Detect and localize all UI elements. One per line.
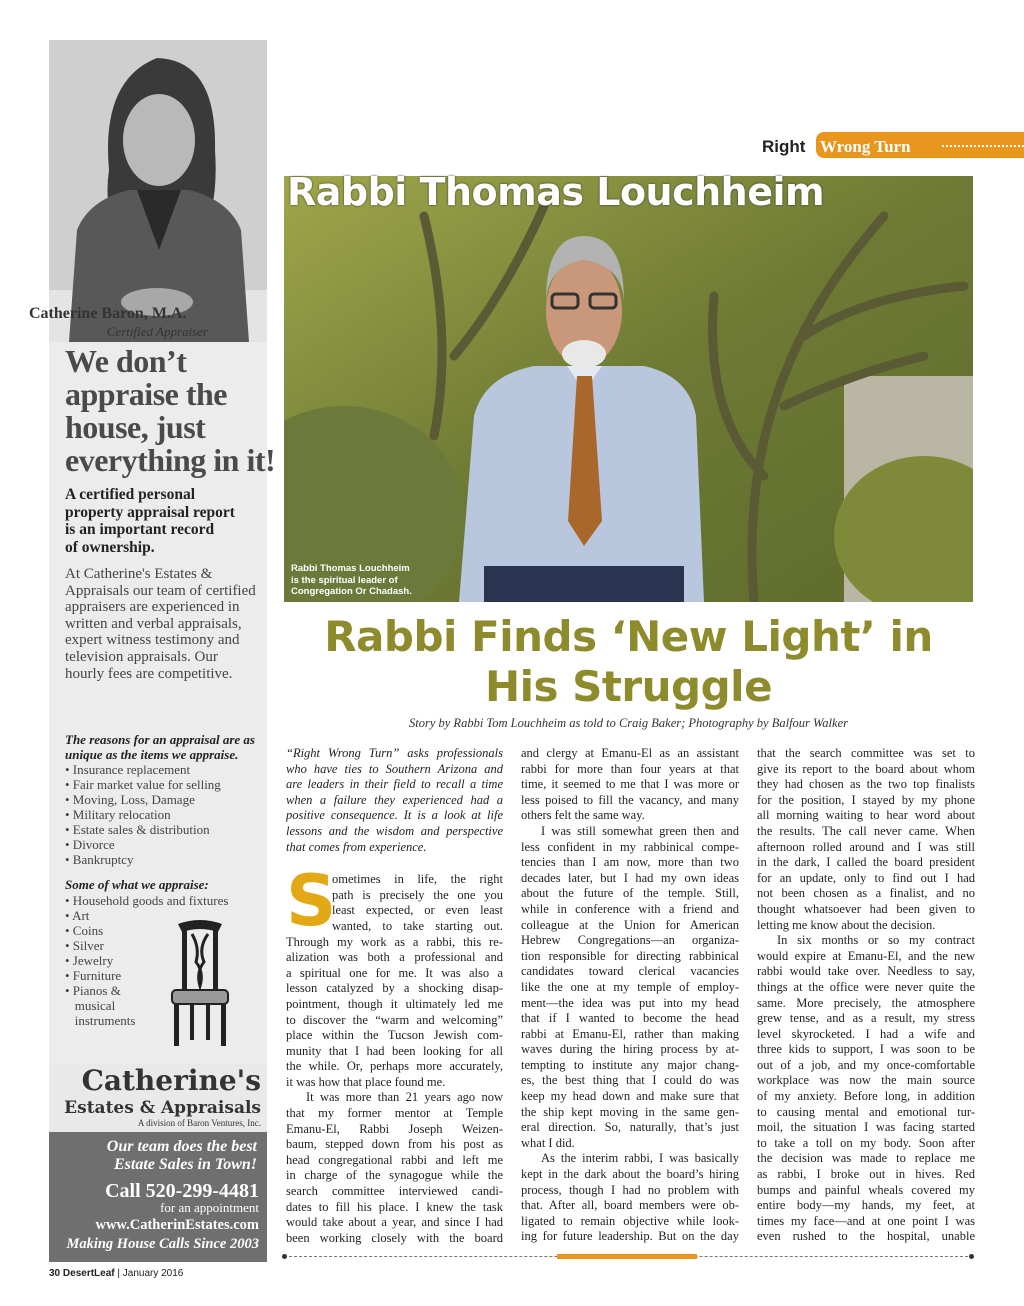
article-column-3 [757,746,975,1245]
text-line: give its report to the board about whom [757,761,975,776]
text-line: less confident in my rabbinical compe- [521,839,739,854]
ad-bold-text [65,486,265,556]
text-line: as rabbi, I broke out in hives. Red [757,1167,975,1182]
footer-rule-dot [282,1254,287,1259]
text-line: rabbi would take over. Needless to say, [757,964,975,979]
ad-para-line: expert witness testimony and [65,632,240,649]
appraiser-portrait [49,40,267,342]
text-line: that my former mentor at Temple [286,1106,503,1121]
ad-para-line: appraisers are experienced in [65,599,240,616]
photo-caption-line: is the spiritual leader of [291,574,398,586]
list-item: • Moving, Loss, Damage [65,792,195,807]
text-line: path is precisely the one you [332,887,503,902]
appraiser-name: Catherine Baron, M.A. [29,305,187,322]
list-item: • Furniture [65,968,122,983]
text-line: moil, the situation I was facing started [757,1120,975,1135]
text-line: that the search committee was set to [757,746,975,760]
text-line: ligated to remain objective while look- [521,1213,739,1228]
list-item: • Coins [65,923,104,938]
headline-line: His Struggle [484,662,773,711]
text-line: afternoon rolled around and I was still [757,839,975,854]
text-line: lesson catalyzed by a shocking disap- [286,981,503,996]
ad-paragraph [65,566,265,682]
reasons-list [65,762,221,867]
issue-date: | January 2016 [117,1268,184,1279]
reasons-heading-line: The reasons for an appraisal are as [65,732,255,747]
text-line: like the one at my temple of employ- [521,979,739,994]
ad-para-line: television appraisals. Our [65,648,218,665]
ad-team [53,1138,257,1174]
text-line: letting me know about the decision. [757,917,936,932]
ad-tagline: Making House Calls Since 2003 [66,1236,259,1252]
ad-para-line: hourly fees are competitive. [65,665,233,682]
text-line: tencies than I am now, more than two [521,855,739,870]
text-line: all morning waiting to hear word about [757,808,975,823]
text-line: It was more than 21 years ago now [306,1090,503,1105]
photo-caption-line: Congregation Or Chadash. [291,586,412,597]
ad-bold-line: of ownership. [65,538,155,556]
text-line: in charge of the synagogue while the [286,1168,503,1183]
text-line: same. More precisely, the atmosphere [757,995,975,1010]
section-label-right: Right [762,137,806,156]
section-tab-dots [942,145,1024,147]
ad-para-line: Appraisals our team of certified [65,582,256,599]
text-line: process, though I had no problem with [521,1182,739,1197]
text-line: a spiritual one for me. It was also a [286,965,503,980]
list-item: • Silver [65,938,104,953]
photo-caption [291,563,412,598]
ad-headline-line: everything in it! [65,442,276,478]
text-line: would expire at Emanu-El, and the new [757,948,975,963]
list-item: • Fair market value for selling [65,777,221,792]
text-line: colleague at the Union for American [521,917,739,932]
text-line: es, the best thing that I could do was [521,1073,739,1088]
text-line: workplace was now the main source [757,1073,975,1088]
text-line: to discover the “warm and welcoming” [286,1012,503,1027]
list-item: • Art [65,908,90,923]
text-line: lessons and the wisdom and perspective [286,823,503,838]
text-line: the results. The call never came. When [757,823,975,838]
text-line: kept in the dark about the board’s hiring [521,1167,739,1182]
text-line: times my face—and at one point I was [757,1213,975,1228]
text-line: less poised to fill the vacancy, and many [521,792,739,807]
text-line: that if I wanted to become the head [521,1011,739,1026]
text-line: thought whatsoever had been given to [757,901,975,916]
text-line: grew tense, and as a result, my stress [757,1011,975,1026]
text-line: In six months or so my contract [777,933,975,948]
text-line: and clergy at Emanu-El as an assistant [521,746,739,760]
article-column-2 [521,746,739,1245]
text-line: eral direction. So, naturally, that’s just [521,1120,739,1135]
text-line: who have ties to Southern Arizona and [286,761,503,776]
text-line: alization was both a professional and [286,950,503,965]
text-line: for an update, only to find out I had [757,870,975,885]
ad-para-line: At Catherine's Estates & [65,566,213,582]
text-line: Hebrew Congregations—an organiza- [521,933,739,948]
ad-appointment: for an appointment [160,1200,259,1215]
ad-brand: Catherine's [81,1064,261,1097]
reasons-heading-line: unique as the items we appraise. [65,747,239,762]
text-line: what I did. [521,1135,575,1150]
text-line: rabbi for more than four years at that [521,761,739,776]
text-line: decades later, but I had my own ideas [521,870,739,885]
list-item: • Estate sales & distribution [65,822,210,837]
article-column-1 [286,746,503,1246]
feature-photo [284,176,973,602]
list-item: • Household goods and fixtures [65,893,229,908]
magazine-name: DesertLeaf [62,1268,115,1279]
footer-rule-dot [969,1254,974,1259]
article-headline [284,612,973,712]
ad-headline-line: house, just [65,409,206,445]
text-line: to take a toll on my body. Soon after [757,1135,975,1150]
ad-phone: Call 520-299-4481 [105,1180,259,1202]
text-line: pointment, though it ultimately led me [286,996,503,1011]
text-line: not been chosen as a finalist, and no [757,886,975,901]
appraise-heading: Some of what we appraise: [65,877,209,892]
text-line: head congregational rabbi and left me [286,1152,503,1167]
text-line: wanted, to take starting out. [332,918,503,933]
reasons-heading [65,732,255,762]
text-line: waves during the hiring process by at- [521,1042,739,1057]
ad-website: www.CatherinEstates.com [95,1217,259,1233]
text-line: candidates toward clerical vacancies [521,964,739,979]
section-label-wrong-turn: Wrong Turn [820,137,911,156]
text-line: they had chosen as the two top finalists [757,777,975,792]
text-line: are leaders in their field to recall a time [286,777,503,792]
text-line: munity that I had been looking for all [286,1043,503,1058]
text-line: entire body—my hands, my feet, at [757,1198,975,1213]
text-line: that comes from experience. [286,839,427,854]
ad-bold-line: property appraisal report [65,503,235,521]
text-line: even rushed to the hospital, unable [757,1229,975,1244]
list-item: • Bankruptcy [65,852,134,867]
ad-team-line: Our team does the best [106,1138,257,1155]
drop-cap: S [286,860,337,942]
ad-division: A division of Baron Ventures, Inc. [137,1118,261,1128]
article-byline: Story by Rabbi Tom Louchheim as told to Craig Baker; Photography by Balfour Walker [409,716,848,730]
text-line: time, it seemed to me that I was more or [521,777,739,792]
text-line: I was still somewhat green then and [541,823,739,838]
text-line: while in conference with a friend and [521,901,739,916]
page-number: 30 [49,1268,61,1279]
ad-headline-line: We don’t [65,343,187,379]
ad-brand-sub: Estates & Appraisals [64,1098,261,1118]
text-line: in the dark, I called the board president [757,855,975,870]
list-item: • Pianos & [65,983,121,998]
text-line: least expected, or even least [332,903,503,918]
text-line: Through my work as a rabbi, this re- [286,934,503,949]
text-line: rabbi at Emanu-El, rather than making [521,1026,739,1041]
text-line: others felt the same way. [521,808,645,823]
list-item: • Divorce [65,837,115,852]
text-line: tion responsible for directing rabbinical [521,948,739,963]
page-folio [49,1268,183,1279]
text-line: Emanu-El, Rabbi Joseph Weizen- [286,1121,503,1136]
chair-illustration [168,918,232,1048]
photo-caption-line: Rabbi Thomas Louchheim [291,563,410,574]
list-item: • Jewelry [65,953,114,968]
text-line: been working closely with the board [286,1230,503,1245]
text-line: three kids to support, I was soon to be [757,1042,975,1057]
text-line: of my anxiety. Before long, in addition [757,1089,975,1104]
text-line: for the position, I stayed by my phone [757,792,975,807]
ad-bold-line: is an important record [65,521,215,538]
appraiser-title: Certified Appraiser [106,324,208,339]
text-line: that. After all, board members were ob- [521,1198,739,1213]
list-item: • Military relocation [65,807,171,822]
text-line: would take about a year, and since I had [286,1215,503,1230]
list-item: instruments [65,1013,136,1028]
text-line: positive consequence. It is a look at life [286,808,503,823]
text-line: keep my head down and make sure that [521,1089,739,1104]
text-line: As the interim rabbi, I was basically [541,1151,739,1166]
text-line: to causing mental and emotional tur- [757,1104,975,1119]
text-line: dates to fill his place. I knew the task [286,1199,503,1214]
ad-para-line: written and verbal appraisals, [65,615,242,632]
ad-team-line: Estate Sales in Town! [113,1156,257,1173]
text-line: bumps and painful wheals covered my [757,1182,975,1197]
text-line: ment—the idea was put into my head [521,995,739,1010]
text-line: the while. Or, perhaps more accurately, [286,1059,503,1074]
text-line: level skyrocketed. I had a wife and [757,1026,975,1041]
photo-title: Rabbi Thomas Louchheim [287,170,825,214]
text-line: ometimes in life, the right [332,872,503,887]
text-line: it was how that place found me. [286,1074,446,1089]
text-line: things at the office were never quite the [757,979,975,994]
headline-line: Rabbi Finds ‘New Light’ in [324,612,933,661]
text-line: tempting to institute any major chang- [521,1057,739,1072]
list-item: • Insurance replacement [65,762,191,777]
text-line: baum, stepped down from his post as [286,1137,503,1152]
list-item: musical [65,998,116,1013]
text-line: ing for future leadership. But on the day [521,1229,739,1244]
text-line: search committee interviewed candi- [286,1184,503,1199]
text-line: about the future of the temple. Still, [521,886,739,901]
text-line: the ship kept moving in the same gen- [521,1104,739,1119]
text-line: the decision was made to replace me [757,1151,975,1166]
text-line: when a failure they experienced had a [286,792,503,807]
ad-headline [65,343,276,478]
footer-rule-accent [557,1254,697,1259]
text-line: “Right Wrong Turn” asks professionals [286,746,503,760]
ad-bold-line: A certified personal [65,486,196,503]
text-line: out of a job, and my once-comfortable [757,1057,975,1072]
ad-headline-line: appraise the [65,376,227,412]
text-line: place within the Tucson Jewish com- [286,1028,503,1043]
